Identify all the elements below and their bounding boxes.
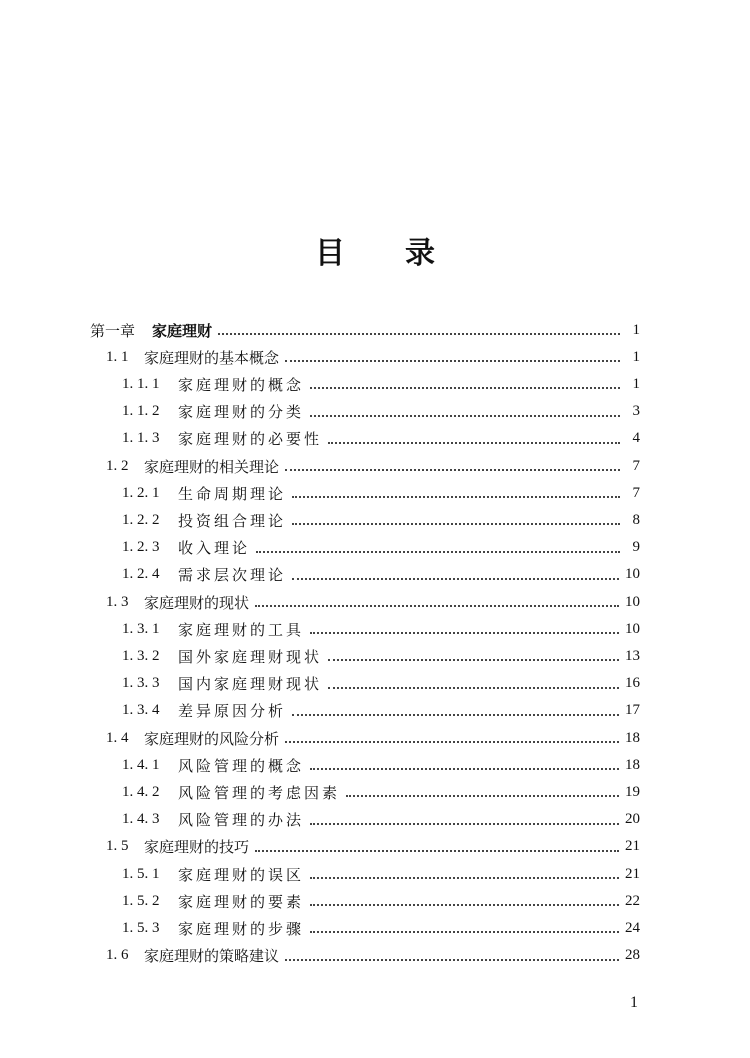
toc-entry-title: 家庭理财的相关理论	[144, 457, 280, 476]
dot-leader	[285, 959, 619, 961]
toc-entry[interactable]	[122, 508, 640, 532]
toc-entry[interactable]	[122, 808, 640, 832]
toc-entry-title: 家庭理财的误区	[178, 865, 305, 884]
toc-entry-title: 家庭理财的要素	[178, 892, 305, 911]
toc-entry-number: 1. 2. 1	[122, 484, 160, 501]
dot-leader	[256, 551, 620, 553]
toc-entry-number: 1. 3. 2	[122, 647, 160, 664]
dot-leader	[310, 387, 620, 389]
toc-entry-number: 1. 3	[106, 593, 129, 610]
dot-leader	[310, 904, 619, 906]
toc-entry-page: 1	[632, 375, 640, 392]
dot-leader	[346, 795, 619, 797]
toc-entry[interactable]	[122, 916, 640, 940]
toc-entry-page: 17	[625, 702, 640, 719]
toc-entry-title: 家庭理财	[152, 321, 213, 340]
toc-entry-title: 差异原因分析	[178, 702, 287, 721]
toc-entry-number: 1. 5. 3	[122, 919, 160, 936]
toc-entry-number: 1. 1. 1	[122, 375, 160, 392]
dot-leader	[292, 496, 620, 498]
dot-leader	[310, 931, 619, 933]
dot-leader	[328, 659, 619, 661]
dot-leader	[218, 333, 620, 335]
dot-leader	[310, 768, 619, 770]
toc-entry-title: 家庭理财的步骤	[178, 919, 305, 938]
toc-entry-title: 家庭理财的分类	[178, 403, 305, 422]
toc-entry[interactable]	[106, 590, 640, 614]
dot-leader	[328, 687, 619, 689]
toc-entry[interactable]	[122, 699, 640, 723]
title-char-2: 录	[405, 236, 435, 271]
toc-entry-title: 家庭理财的现状	[144, 593, 250, 612]
toc-entry[interactable]	[122, 372, 640, 396]
toc-entry-number: 1. 1. 2	[122, 403, 160, 420]
toc-entry-number: 1. 5. 1	[122, 865, 160, 882]
toc-entry-number: 1. 4. 1	[122, 756, 160, 773]
toc-entry-title: 投资组合理论	[178, 511, 287, 530]
toc-entry-number: 1. 3. 4	[122, 702, 160, 719]
toc-entry-page: 13	[625, 647, 640, 664]
dot-leader	[292, 714, 619, 716]
toc-entry[interactable]	[122, 753, 640, 777]
toc-entry-page: 9	[632, 539, 640, 556]
toc-entry-page: 18	[625, 756, 640, 773]
dot-leader	[292, 523, 620, 525]
dot-leader	[310, 632, 619, 634]
toc-entry-number: 1. 2. 3	[122, 539, 160, 556]
toc-entry-number: 1. 5	[106, 838, 129, 855]
toc-entry-page: 7	[632, 457, 640, 474]
toc-entry-page: 3	[632, 403, 640, 420]
toc-entry-title: 收入理论	[178, 539, 251, 558]
toc-entry-page: 21	[625, 838, 640, 855]
toc-entry-number: 1. 4	[106, 729, 129, 746]
toc-entry-title: 家庭理财的基本概念	[144, 348, 280, 367]
toc-entry-title: 家庭理财的策略建议	[144, 947, 280, 966]
toc-entry-title: 风险管理的考虑因素	[178, 783, 341, 802]
toc-entry[interactable]	[122, 617, 640, 641]
toc-entry-page: 8	[632, 511, 640, 528]
dot-leader	[255, 850, 619, 852]
dot-leader	[285, 469, 620, 471]
toc-entry[interactable]	[106, 944, 640, 968]
toc-entry[interactable]	[122, 889, 640, 913]
toc-entry-title: 风险管理的概念	[178, 756, 305, 775]
toc-entry-number: 1. 2. 4	[122, 566, 160, 583]
toc-entry-title: 生命周期理论	[178, 484, 287, 503]
toc-entry-page: 16	[625, 675, 640, 692]
toc-entry[interactable]	[106, 454, 640, 478]
dot-leader	[255, 605, 619, 607]
toc-entry-page: 22	[625, 892, 640, 909]
toc-entry-page: 24	[625, 919, 640, 936]
toc-entry-number: 1. 2	[106, 457, 129, 474]
toc-entry[interactable]	[122, 400, 640, 424]
toc-entry-number: 1. 3. 1	[122, 620, 160, 637]
toc-entry-title: 家庭理财的概念	[178, 375, 305, 394]
toc-entry-number: 1. 1	[106, 348, 129, 365]
dot-leader	[310, 823, 619, 825]
toc-entry[interactable]	[122, 672, 640, 696]
dot-leader	[328, 442, 620, 444]
toc-entry[interactable]	[106, 835, 640, 859]
toc-entry-page: 4	[632, 430, 640, 447]
page-number: 1	[630, 994, 638, 1011]
toc-entry-number: 1. 1. 3	[122, 430, 160, 447]
toc-entry-title: 国内家庭理财现状	[178, 675, 323, 694]
toc-entry-number: 1. 2. 2	[122, 511, 160, 528]
toc-entry[interactable]	[106, 345, 640, 369]
toc-entry-title: 家庭理财的工具	[178, 620, 305, 639]
toc-entry-title: 需求层次理论	[178, 566, 287, 585]
toc-entry-page: 1	[632, 321, 640, 338]
toc-entry[interactable]	[122, 862, 640, 886]
toc-entry-title: 家庭理财的风险分析	[144, 729, 280, 748]
toc-entry-page: 10	[625, 566, 640, 583]
dot-leader	[310, 415, 620, 417]
toc-entry-page: 19	[625, 783, 640, 800]
dot-leader	[310, 877, 619, 879]
dot-leader	[292, 578, 619, 580]
toc-entry[interactable]	[122, 481, 640, 505]
dot-leader	[285, 741, 619, 743]
toc-entry-number: 1. 5. 2	[122, 892, 160, 909]
toc-entry-number: 1. 4. 2	[122, 783, 160, 800]
toc-entry-page: 7	[632, 484, 640, 501]
toc-entry-page: 21	[625, 865, 640, 882]
toc-entry-title: 风险管理的办法	[178, 811, 305, 830]
toc-entry-title: 家庭理财的必要性	[178, 430, 323, 449]
toc-entry-page: 1	[632, 348, 640, 365]
toc-entry-page: 10	[625, 593, 640, 610]
toc-entry-number: 第一章	[90, 323, 136, 340]
toc-entry[interactable]	[122, 563, 640, 587]
toc-entry-page: 20	[625, 811, 640, 828]
page-title	[0, 228, 750, 272]
toc-entry-title: 国外家庭理财现状	[178, 647, 323, 666]
toc-entry-title: 家庭理财的技巧	[144, 838, 250, 857]
toc-entry[interactable]	[106, 726, 640, 750]
toc-entry-page: 18	[625, 729, 640, 746]
toc-entry-number: 1. 6	[106, 947, 129, 964]
toc-entry-page: 28	[625, 947, 640, 964]
toc-entry[interactable]	[122, 644, 640, 668]
toc-entry[interactable]	[90, 318, 640, 342]
dot-leader	[285, 360, 620, 362]
toc-entry[interactable]	[122, 536, 640, 560]
toc-entry[interactable]	[122, 780, 640, 804]
toc-entry-page: 10	[625, 620, 640, 637]
toc-entry-number: 1. 3. 3	[122, 675, 160, 692]
toc-entry-number: 1. 4. 3	[122, 811, 160, 828]
title-char-1: 目	[315, 236, 345, 271]
toc-entry[interactable]	[122, 427, 640, 451]
